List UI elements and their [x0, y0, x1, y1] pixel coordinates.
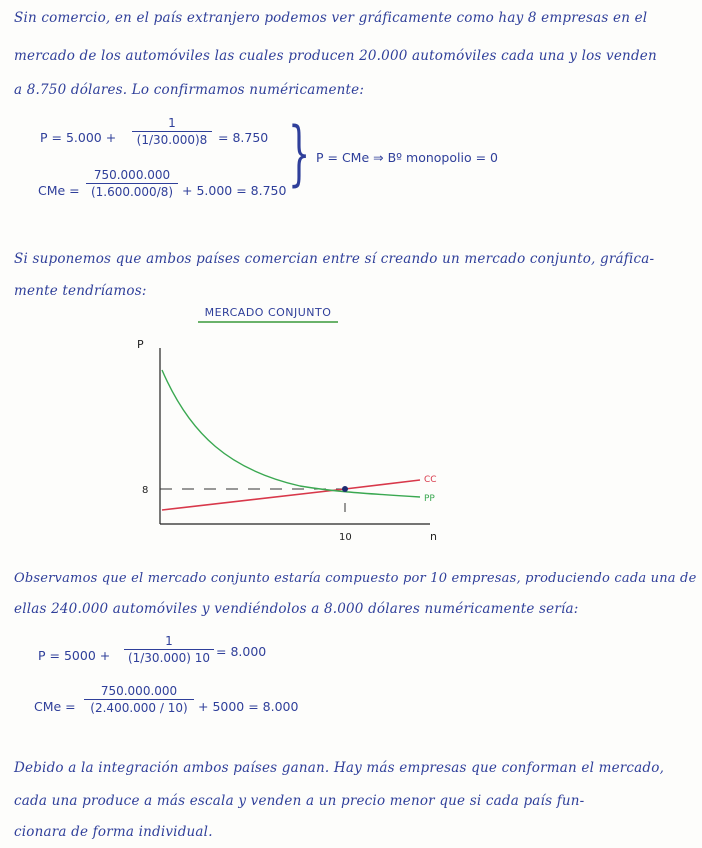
eq1-cme-rhs: + 5.000 = 8.750 [182, 183, 287, 198]
eq2-p-rhs: = 8.000 [216, 644, 267, 659]
eq1-cme-lhs: CMe = [38, 183, 80, 198]
mercado-conjunto-chart [0, 300, 702, 550]
eq2-cme-fraction [84, 684, 194, 715]
y-tick-label-8: 8 [142, 485, 149, 496]
equilibrium-point [342, 486, 348, 492]
eq1-p-fraction [132, 116, 212, 147]
eq1-p-lhs: P = 5.000 + [40, 130, 117, 145]
eq1-cme-numerator: 750.000.000 [93, 168, 171, 182]
paragraph1-line1: Sin comercio, en el país extranjero podemos ver gráficamente como hay 8 empresas en el [14, 10, 648, 26]
paragraph1-line2: mercado de los automóviles las cuales producen 20.000 automóviles cada una y los venden [14, 48, 657, 64]
y-axis-label: P [137, 338, 144, 351]
paragraph4-line3: cionara de forma individual. [14, 824, 213, 840]
eq1-p-numerator: 1 [168, 116, 176, 130]
cc-label: CC [424, 475, 437, 485]
paragraph4-line1: Debido a la integración ambos países ganan. Hay más empresas que conforman el mercado, [14, 760, 665, 776]
eq2-p-lhs: P = 5000 + [38, 648, 111, 663]
pp-label: PP [424, 494, 435, 504]
eq1-p-rhs: = 8.750 [218, 130, 269, 145]
eq2-cme-lhs: CMe = [34, 699, 76, 714]
pp-curve [162, 370, 420, 497]
eq2-cme-rhs: + 5000 = 8.000 [198, 699, 299, 714]
eq2-p-fraction [124, 634, 214, 665]
paragraph3-line1: Observamos que el mercado conjunto estaría compuesto por 10 empresas, produciendo cada una de [14, 571, 697, 586]
paragraph1-line3: a 8.750 dólares. Lo confirmamos numéricamente: [14, 82, 365, 98]
paragraph4-line2: cada una produce a más escala y venden a un precio menor que si cada país fun- [14, 793, 585, 809]
eq2-p-denominator: (1/30.000) 10 [127, 651, 211, 665]
paragraph2-line1: Si suponemos que ambos países comercian entre sí creando un mercado conjunto, gráfica- [14, 251, 655, 267]
eq1-cme-fraction [86, 168, 178, 199]
eq1-brace: } [288, 112, 311, 194]
eq1-p-denominator: (1/30.000)8 [136, 133, 208, 147]
eq2-cme-denominator: (2.400.000 / 10) [90, 701, 188, 715]
x-axis-label: n [430, 530, 437, 543]
paragraph2-line2: mente tendríamos: [14, 283, 147, 299]
chart-title: MERCADO CONJUNTO [204, 306, 332, 319]
eq1-result: P = CMe ⇒ Bº monopolio = 0 [316, 150, 498, 165]
x-tick-label-10: 10 [339, 532, 352, 543]
paragraph3-line2: ellas 240.000 automóviles y vendiéndolos a 8.000 dólares numéricamente sería: [14, 601, 579, 617]
eq2-p-numerator: 1 [165, 634, 173, 648]
eq2-cme-numerator: 750.000.000 [100, 684, 178, 698]
eq1-cme-denominator: (1.600.000/8) [90, 185, 174, 199]
